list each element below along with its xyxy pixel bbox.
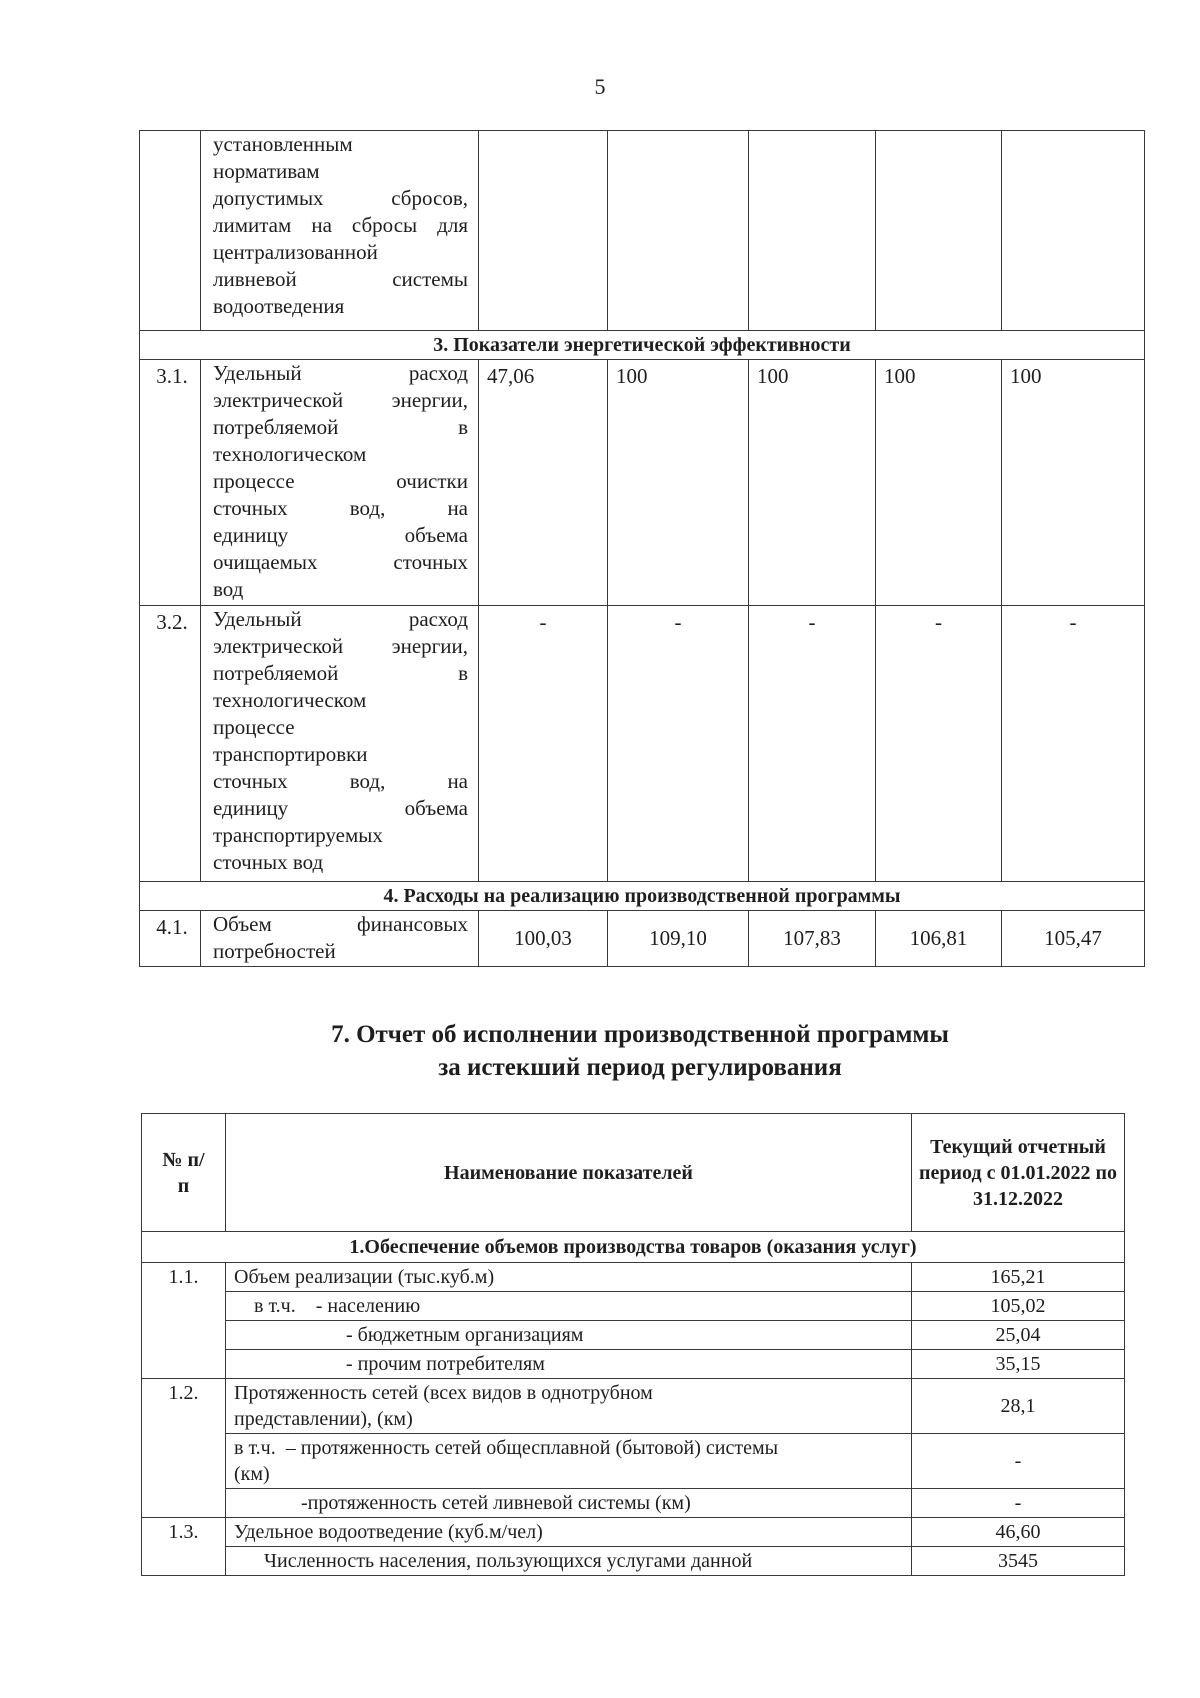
value-cell: 100,03 xyxy=(479,911,608,967)
row-label: в т.ч. – протяженность сетей общесплавной (бытовой) системы (км) xyxy=(226,1434,912,1489)
heading-line: за истекший период регулирования xyxy=(438,1054,842,1081)
text-line: процессе очистки xyxy=(213,469,468,493)
text-line: Объем финансовых xyxy=(213,912,468,936)
table-row xyxy=(142,1518,1125,1547)
row-number xyxy=(142,1292,226,1321)
row-label: Объем реализации (тыс.куб.м) xyxy=(226,1263,912,1292)
heading-line: 7. Отчет об исполнении производственной программы xyxy=(331,1021,949,1048)
section-row xyxy=(142,1232,1125,1263)
table-row xyxy=(142,1489,1125,1518)
table-row xyxy=(142,1434,1125,1489)
row-value: 165,21 xyxy=(912,1263,1125,1292)
text-line: очищаемых сточных xyxy=(213,550,468,574)
row-number: 3.1. xyxy=(140,360,201,606)
section-title: 1.Обеспечение объемов производства товаров (оказания услуг) xyxy=(142,1232,1125,1263)
row-number: 1.1. xyxy=(142,1263,226,1292)
text-line: лимитам на сбросы для xyxy=(213,213,468,237)
row-number: 3.2. xyxy=(140,606,201,882)
table-row xyxy=(142,1547,1125,1576)
value-cell: - xyxy=(749,606,876,882)
row-label: - прочим потребителям xyxy=(226,1350,912,1379)
value-cell: 105,47 xyxy=(1002,911,1145,967)
row-number xyxy=(142,1489,226,1518)
value-cell: 47,06 xyxy=(479,360,608,606)
row-number xyxy=(142,1547,226,1576)
header-num: № п/п xyxy=(142,1114,226,1232)
row-label: Численность населения, пользующихся услугами данной xyxy=(226,1547,912,1576)
row-value: - xyxy=(912,1434,1125,1489)
text-line: нормативам xyxy=(213,159,320,183)
value-cell: - xyxy=(1002,606,1145,882)
value-cell xyxy=(876,131,1002,331)
text-line: потребностей xyxy=(213,939,336,963)
indicator-name xyxy=(201,606,479,882)
text-line: потребляемой в xyxy=(213,415,468,439)
header-row xyxy=(142,1114,1125,1232)
row-number: 1.3. xyxy=(142,1518,226,1547)
row-value: 35,15 xyxy=(912,1350,1125,1379)
page-number: 5 xyxy=(594,74,606,99)
section-heading xyxy=(0,1018,1200,1084)
value-cell: - xyxy=(608,606,749,882)
row-value: - xyxy=(912,1489,1125,1518)
text-line: Удельный расход xyxy=(213,361,468,385)
value-cell: 100 xyxy=(749,360,876,606)
text-line: потребляемой в xyxy=(213,661,468,685)
text-line: транспортируемых xyxy=(213,823,383,847)
value-cell: - xyxy=(479,606,608,882)
row-number: 4.1. xyxy=(140,911,201,967)
text-line: вод xyxy=(213,577,244,601)
value-cell: - xyxy=(876,606,1002,882)
value-cell xyxy=(749,131,876,331)
text-line: Удельный расход xyxy=(213,607,468,631)
table-row xyxy=(142,1292,1125,1321)
value-cell: 100 xyxy=(608,360,749,606)
row-number xyxy=(142,1434,226,1489)
value-cell: 107,83 xyxy=(749,911,876,967)
value-cell: 106,81 xyxy=(876,911,1002,967)
text-line: установленным xyxy=(213,132,353,156)
indicators-table xyxy=(139,130,1145,967)
row-value: 3545 xyxy=(912,1547,1125,1576)
text-line: ливневой системы xyxy=(213,267,468,291)
text-line: электрической энергии, xyxy=(213,388,468,412)
table-row xyxy=(142,1350,1125,1379)
row-value: 28,1 xyxy=(912,1379,1125,1434)
text-line: сточных вод, на xyxy=(213,769,468,793)
row-label: Удельное водоотведение (куб.м/чел) xyxy=(226,1518,912,1547)
row-value: 25,04 xyxy=(912,1321,1125,1350)
table-row xyxy=(140,131,1145,331)
row-label: Протяженность сетей (всех видов в однотрубном представлении), (км) xyxy=(226,1379,912,1434)
table-row xyxy=(140,606,1145,882)
text-line: процессе xyxy=(213,715,295,739)
section-title: 4. Расходы на реализацию производственной программы xyxy=(140,882,1145,911)
value-cell: 100 xyxy=(1002,360,1145,606)
section-row xyxy=(140,882,1145,911)
section-row xyxy=(140,331,1145,360)
table-row xyxy=(140,911,1145,967)
table-row xyxy=(142,1263,1125,1292)
indicator-name xyxy=(201,360,479,606)
text-line: допустимых сбросов, xyxy=(213,186,468,210)
row-number xyxy=(142,1321,226,1350)
row-number: 1.2. xyxy=(142,1379,226,1434)
row-label: -протяженность сетей ливневой системы (км) xyxy=(226,1489,912,1518)
text-line: сточных вод, на xyxy=(213,496,468,520)
indicator-name xyxy=(201,911,479,967)
row-value: 46,60 xyxy=(912,1518,1125,1547)
continuation-cell xyxy=(201,131,479,331)
value-cell: 100 xyxy=(876,360,1002,606)
value-cell: 109,10 xyxy=(608,911,749,967)
text-line: водоотведения xyxy=(213,294,345,318)
row-value: 105,02 xyxy=(912,1292,1125,1321)
header-period: Текущий отчетный период с 01.01.2022 по 31.12.2022 xyxy=(912,1114,1125,1232)
row-number xyxy=(142,1350,226,1379)
header-name: Наименование показателей xyxy=(226,1114,912,1232)
num-cell xyxy=(140,131,201,331)
row-label: - бюджетным организациям xyxy=(226,1321,912,1350)
value-cell xyxy=(1002,131,1145,331)
text-line: централизованной xyxy=(213,240,378,264)
text-line: единицу объема xyxy=(213,796,468,820)
value-cell xyxy=(608,131,749,331)
text-line: электрической энергии, xyxy=(213,634,468,658)
value-cell xyxy=(479,131,608,331)
text-line: технологическом xyxy=(213,442,367,466)
row-label: в т.ч. - населению xyxy=(226,1292,912,1321)
table-row xyxy=(142,1379,1125,1434)
text-line: технологическом xyxy=(213,688,367,712)
text-line: транспортировки xyxy=(213,742,368,766)
table-row xyxy=(142,1321,1125,1350)
table-row xyxy=(140,360,1145,606)
text-line: единицу объема xyxy=(213,523,468,547)
text-line: сточных вод xyxy=(213,850,324,874)
report-table xyxy=(141,1113,1125,1576)
section-title: 3. Показатели энергетической эффективности xyxy=(140,331,1145,360)
